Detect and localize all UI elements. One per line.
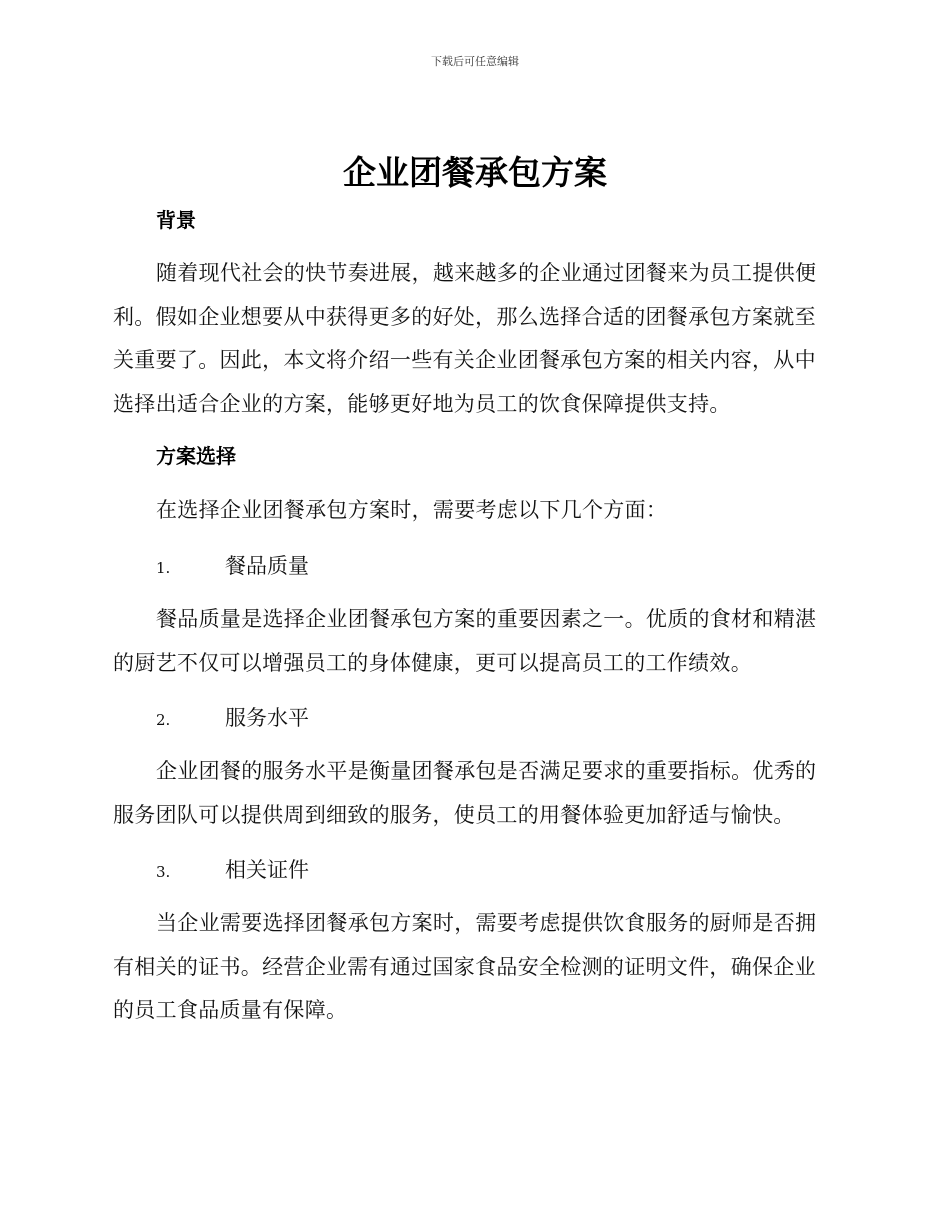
paragraph-plan-intro: 在选择企业团餐承包方案时，需要考虑以下几个方面：	[156, 498, 668, 522]
heading-background: 背景	[156, 208, 196, 232]
page-title: 企业团餐承包方案	[343, 153, 607, 192]
paragraph-certificates: 当企业需要选择团餐承包方案时，需要考虑提供饮食服务的厨师是否拥有相关的证书。经营企业需有通过国家食品安全检测的证明文件，确保企业的员工食品质量有保障。	[113, 911, 817, 1022]
list-item-service	[156, 703, 309, 735]
heading-plan-selection: 方案选择	[156, 444, 236, 468]
list-item-number: 2.	[156, 711, 171, 729]
paragraph-service: 企业团餐的服务水平是衡量团餐承包是否满足要求的重要指标。优秀的服务团队可以提供周到细致的服务，使员工的用餐体验更加舒适与愉快。	[113, 759, 817, 827]
list-item-quality	[156, 551, 309, 583]
list-item-label: 服务水平	[225, 706, 309, 730]
list-item-number: 3.	[156, 863, 171, 881]
list-item-label: 相关证件	[225, 858, 309, 882]
paragraph-background: 随着现代社会的快节奏进展，越来越多的企业通过团餐来为员工提供便利。假如企业想要从中获得更多的好处，那么选择合适的团餐承包方案就至关重要了。因此，本文将介绍一些有关企业团餐承包方案的相关内容，从中选择出适合企业的方案，能够更好地为员工的饮食保障提供支持。	[113, 261, 817, 416]
list-item-number: 1.	[156, 559, 171, 577]
list-item-certificates	[156, 855, 309, 887]
list-item-label: 餐品质量	[225, 554, 309, 578]
paragraph-quality: 餐品质量是选择企业团餐承包方案的重要因素之一。优质的食材和精湛的厨艺不仅可以增强员工的身体健康，更可以提高员工的工作绩效。	[113, 607, 817, 675]
header-note: 下载后可任意编辑	[431, 55, 519, 68]
